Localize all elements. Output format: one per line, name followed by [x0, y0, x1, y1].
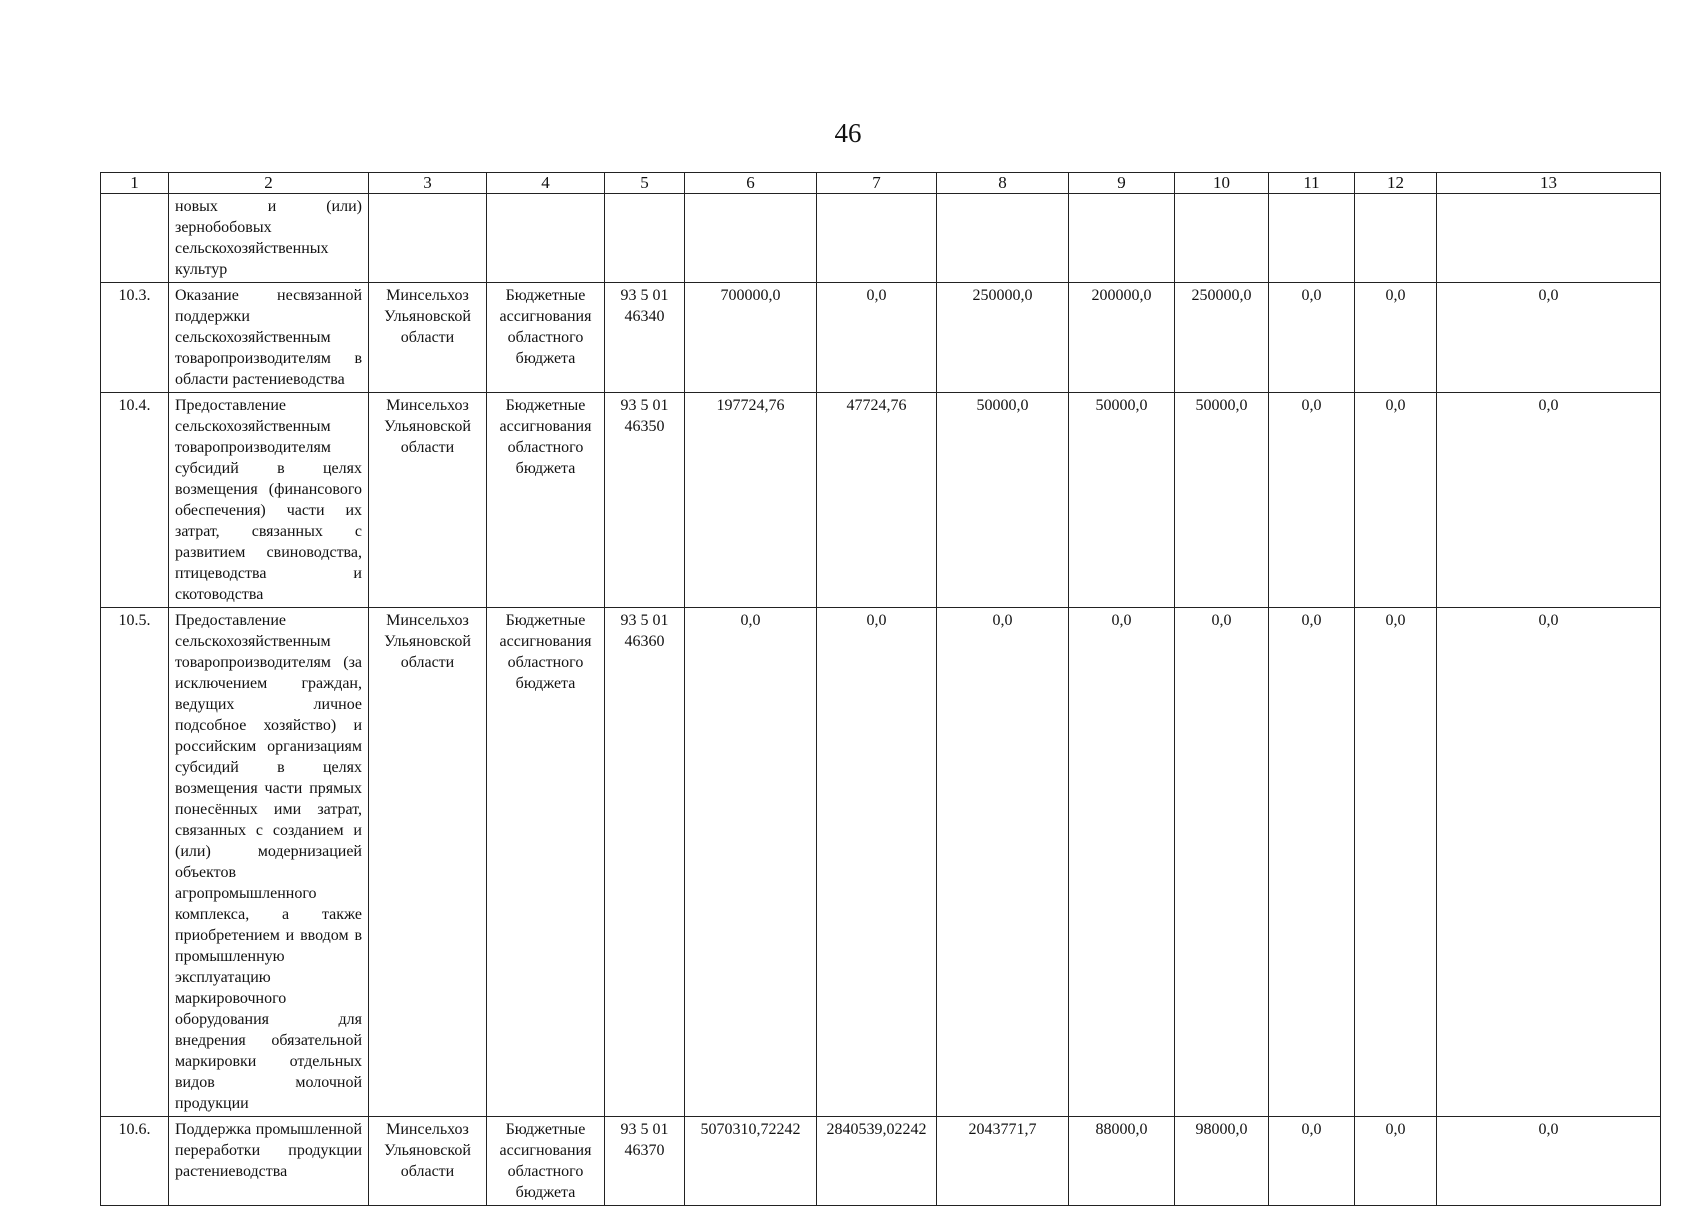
funding-source-cell: Бюджетные ассигнования областного бюджета — [487, 283, 605, 393]
amount-cell: 0,0 — [817, 608, 937, 1117]
funding-source-cell: Бюджетные ассигнования областного бюджета — [487, 1117, 605, 1206]
amount-cell — [817, 194, 937, 283]
amount-cell: 0,0 — [685, 608, 817, 1117]
column-number-cell: 11 — [1269, 173, 1355, 194]
amount-cell: 0,0 — [937, 608, 1069, 1117]
budget-code-cell: 93 5 01 46370 — [605, 1117, 685, 1206]
item-number-cell — [101, 194, 169, 283]
budget-table — [100, 172, 1661, 1206]
description-cell: новых и (или) зернобобовых сельскохозяйственных культур — [169, 194, 369, 283]
amount-cell: 47724,76 — [817, 393, 937, 608]
column-number-cell: 6 — [685, 173, 817, 194]
description-cell: Предоставление сельскохозяйственным товаропроизводителям (за исключением граждан, ведущих личное подсобное хозяйство) и российским организациям субсидий в целях возмещения части прямых понесённых ими затрат, связанных с созданием и (или) модернизацией объектов агропромышленного комплекса, а также приобретением и вводом в промышленную эксплуатацию маркировочного оборудования для внедрения обязательной маркировки отдельных видов молочной продукции — [169, 608, 369, 1117]
amount-cell: 50000,0 — [1069, 393, 1175, 608]
amount-cell: 0,0 — [1437, 393, 1661, 608]
page-number: 46 — [834, 118, 862, 148]
column-number-cell: 3 — [369, 173, 487, 194]
amount-cell: 98000,0 — [1175, 1117, 1269, 1206]
table-body — [101, 173, 1661, 1206]
amount-cell — [1269, 194, 1355, 283]
amount-cell: 0,0 — [1437, 1117, 1661, 1206]
funding-source-cell: Бюджетные ассигнования областного бюджета — [487, 608, 605, 1117]
column-number-cell: 4 — [487, 173, 605, 194]
amount-cell: 0,0 — [1175, 608, 1269, 1117]
item-number-cell: 10.3. — [101, 283, 169, 393]
table-row — [101, 608, 1661, 1117]
column-number-cell: 2 — [169, 173, 369, 194]
amount-cell: 200000,0 — [1069, 283, 1175, 393]
table-row — [101, 194, 1661, 283]
budget-code-cell: 93 5 01 46350 — [605, 393, 685, 608]
description-cell: Поддержка промышленной переработки продукции растениеводства — [169, 1117, 369, 1206]
column-number-row — [101, 173, 1661, 194]
amount-cell — [1069, 194, 1175, 283]
amount-cell — [1175, 194, 1269, 283]
amount-cell: 0,0 — [1355, 283, 1437, 393]
budget-code-cell: 93 5 01 46360 — [605, 608, 685, 1117]
amount-cell: 0,0 — [817, 283, 937, 393]
amount-cell — [1355, 194, 1437, 283]
amount-cell: 0,0 — [1355, 608, 1437, 1117]
amount-cell: 0,0 — [1269, 283, 1355, 393]
amount-cell: 0,0 — [1069, 608, 1175, 1117]
column-number-cell: 12 — [1355, 173, 1437, 194]
column-number-cell: 7 — [817, 173, 937, 194]
table-row — [101, 283, 1661, 393]
item-number-cell: 10.4. — [101, 393, 169, 608]
column-number-cell: 13 — [1437, 173, 1661, 194]
amount-cell — [685, 194, 817, 283]
column-number-cell: 8 — [937, 173, 1069, 194]
amount-cell: 0,0 — [1437, 283, 1661, 393]
amount-cell: 700000,0 — [685, 283, 817, 393]
column-number-cell: 10 — [1175, 173, 1269, 194]
amount-cell: 197724,76 — [685, 393, 817, 608]
agency-cell: Минсельхоз Ульяновской области — [369, 283, 487, 393]
amount-cell: 2043771,7 — [937, 1117, 1069, 1206]
amount-cell: 0,0 — [1437, 608, 1661, 1117]
amount-cell: 0,0 — [1269, 608, 1355, 1117]
item-number-cell: 10.6. — [101, 1117, 169, 1206]
amount-cell: 250000,0 — [937, 283, 1069, 393]
agency-cell — [369, 194, 487, 283]
amount-cell: 88000,0 — [1069, 1117, 1175, 1206]
column-number-cell: 1 — [101, 173, 169, 194]
amount-cell: 0,0 — [1355, 393, 1437, 608]
table-row — [101, 393, 1661, 608]
agency-cell: Минсельхоз Ульяновской области — [369, 608, 487, 1117]
amount-cell: 0,0 — [1355, 1117, 1437, 1206]
description-cell: Предоставление сельскохозяйственным товаропроизводителям субсидий в целях возмещения (финансового обеспечения) части их затрат, связанных с развитием свиноводства, птицеводства и скотоводства — [169, 393, 369, 608]
budget-code-cell — [605, 194, 685, 283]
agency-cell: Минсельхоз Ульяновской области — [369, 393, 487, 608]
amount-cell: 2840539,02242 — [817, 1117, 937, 1206]
amount-cell: 0,0 — [1269, 1117, 1355, 1206]
funding-source-cell — [487, 194, 605, 283]
column-number-cell: 9 — [1069, 173, 1175, 194]
amount-cell: 0,0 — [1269, 393, 1355, 608]
amount-cell: 50000,0 — [1175, 393, 1269, 608]
amount-cell: 250000,0 — [1175, 283, 1269, 393]
funding-source-cell: Бюджетные ассигнования областного бюджета — [487, 393, 605, 608]
column-number-cell: 5 — [605, 173, 685, 194]
table-row — [101, 1117, 1661, 1206]
agency-cell: Минсельхоз Ульяновской области — [369, 1117, 487, 1206]
amount-cell: 5070310,72242 — [685, 1117, 817, 1206]
amount-cell — [937, 194, 1069, 283]
item-number-cell: 10.5. — [101, 608, 169, 1117]
description-cell: Оказание несвязанной поддержки сельскохозяйственным товаропроизводителям в области растениеводства — [169, 283, 369, 393]
budget-code-cell: 93 5 01 46340 — [605, 283, 685, 393]
amount-cell: 50000,0 — [937, 393, 1069, 608]
amount-cell — [1437, 194, 1661, 283]
